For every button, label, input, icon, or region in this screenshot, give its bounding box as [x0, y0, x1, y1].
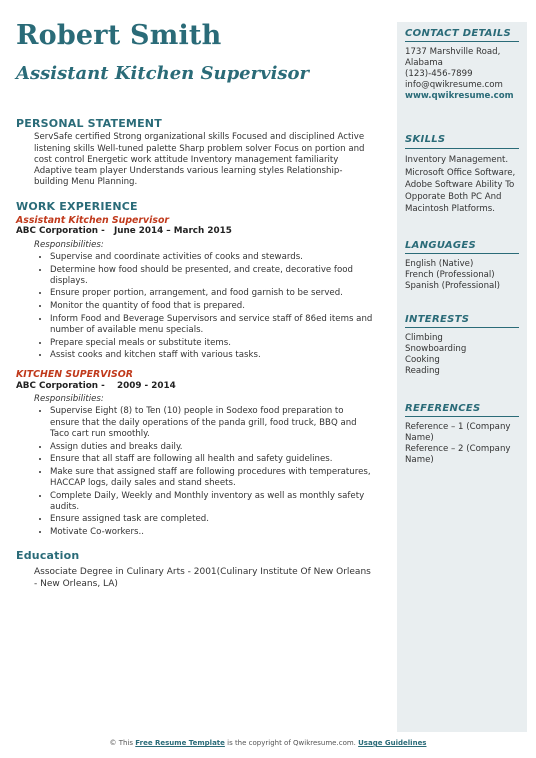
job-entry [16, 369, 374, 538]
interests-section [405, 314, 519, 377]
list-item: • Ensure that all staff are following all health and safety guidelines. [50, 454, 374, 465]
work-experience-heading: WORK EXPERIENCE [16, 199, 138, 213]
list-item: Snowboarding [405, 343, 467, 354]
job-title: KITCHEN SUPERVISOR [16, 369, 133, 381]
contact-email[interactable]: info@qwikresume.com [405, 80, 503, 90]
footer [0, 739, 536, 747]
list-item: English (Native) [405, 258, 474, 269]
list-item: • Ensure assigned task are completed. [50, 514, 374, 525]
list-item: • Assist cooks and kitchen staff with various tasks. [50, 350, 374, 361]
list-item: Climbing [405, 332, 443, 343]
references-heading: REFERENCES [405, 403, 519, 417]
list-item: • Make sure that assigned staff are following procedures with temperatures, HACCAP logs, daily sales and stand sheets. [50, 467, 374, 490]
contact-section [405, 28, 519, 102]
list-item: • Ensure proper portion, arrangement, and food garnish to be served. [50, 288, 374, 299]
responsibilities-list [16, 406, 374, 538]
usage-guidelines-link[interactable]: Usage Guidelines [358, 739, 427, 747]
contact-phone: (123)-456-7899 [405, 69, 473, 79]
skills-heading: SKILLS [405, 134, 519, 149]
job-dates: 2009 - 2014 [117, 380, 176, 391]
contact-heading: CONTACT DETAILS [405, 28, 519, 42]
list-item: • Complete Daily, Weekly and Monthly inventory as well as monthly safety audits. [50, 491, 374, 514]
contact-website[interactable]: www.qwikresume.com [405, 91, 514, 101]
skills-text: Inventory Management. Microsoft Office Software, Adobe Software Ability To Opporate Both PC And Macintosh Platforms. [405, 155, 516, 215]
skills-section [405, 134, 519, 216]
footer-copyright-text: is the copyright of Qwikresume.com. [227, 739, 356, 747]
languages-section [405, 240, 519, 292]
job-company: ABC Corporation - [16, 226, 105, 237]
candidate-title: Assistant Kitchen Supervisor [16, 63, 310, 84]
list-item: • Inform Food and Beverage Supervisors and service staff of 86ed items and number of available menu specials. [50, 314, 374, 337]
list-item: French (Professional) [405, 269, 495, 280]
personal-statement-heading: PERSONAL STATEMENT [16, 117, 162, 130]
languages-heading: LANGUAGES [405, 240, 519, 254]
personal-statement-text: ServSafe certified Strong organizational skills Focused and disciplined Active listening skills Well-tuned palette Sharp problem solver Focus on portion and cost control Energetic work attitude Inventory management familiarity Adaptive team player Understands various learning styles Relationship-building Menu Planning. [34, 132, 365, 188]
list-item: • Assign duties and breaks daily. [50, 442, 374, 453]
interests-heading: INTERESTS [405, 314, 519, 328]
contact-address: 1737 Marshville Road, Alabama [405, 47, 501, 68]
candidate-name: Robert Smith [16, 20, 222, 51]
list-item: • Supervise Eight (8) to Ten (10) people in Sodexo food preparation to ensure that the daily operations of the panda grill, food truck, BBQ and Taco cart run smoothly. [50, 406, 374, 440]
list-item: • Determine how food should be presented, and create, decorative food displays. [50, 265, 374, 288]
list-item: Cooking [405, 354, 440, 365]
list-item: • Motivate Co-workers.. [50, 527, 374, 538]
list-item: • Prepare special meals or substitute items. [50, 338, 374, 349]
responsibilities-label: Responsibilities: [34, 239, 104, 250]
job-title: Assistant Kitchen Supervisor [16, 215, 170, 227]
education-text: Associate Degree in Culinary Arts - 2001(Culinary Institute Of New Orleans - New Orleans, LA) [34, 566, 371, 589]
job-company-line [16, 381, 374, 392]
job-company-line [16, 226, 374, 237]
free-resume-template-link[interactable]: Free Resume Template [135, 739, 225, 747]
responsibilities-list [16, 252, 374, 361]
job-dates: June 2014 – March 2015 [113, 226, 232, 237]
education-heading: Education [16, 549, 80, 563]
references-section [405, 403, 519, 466]
list-item: • Supervise and coordinate activities of cooks and stewards. [50, 252, 374, 263]
job-company: ABC Corporation - [16, 380, 105, 391]
job-entry [16, 215, 374, 361]
responsibilities-label: Responsibilities: [34, 394, 104, 405]
sidebar [397, 22, 527, 732]
list-item: Spanish (Professional) [405, 280, 501, 291]
list-item: • Monitor the quantity of food that is prepared. [50, 301, 374, 312]
footer-prefix: © This [109, 739, 134, 747]
list-item: Reference – 1 (Company Name) [405, 421, 511, 443]
main-column [16, 118, 374, 590]
list-item: Reading [405, 365, 440, 376]
list-item: Reference – 2 (Company Name) [405, 443, 511, 465]
